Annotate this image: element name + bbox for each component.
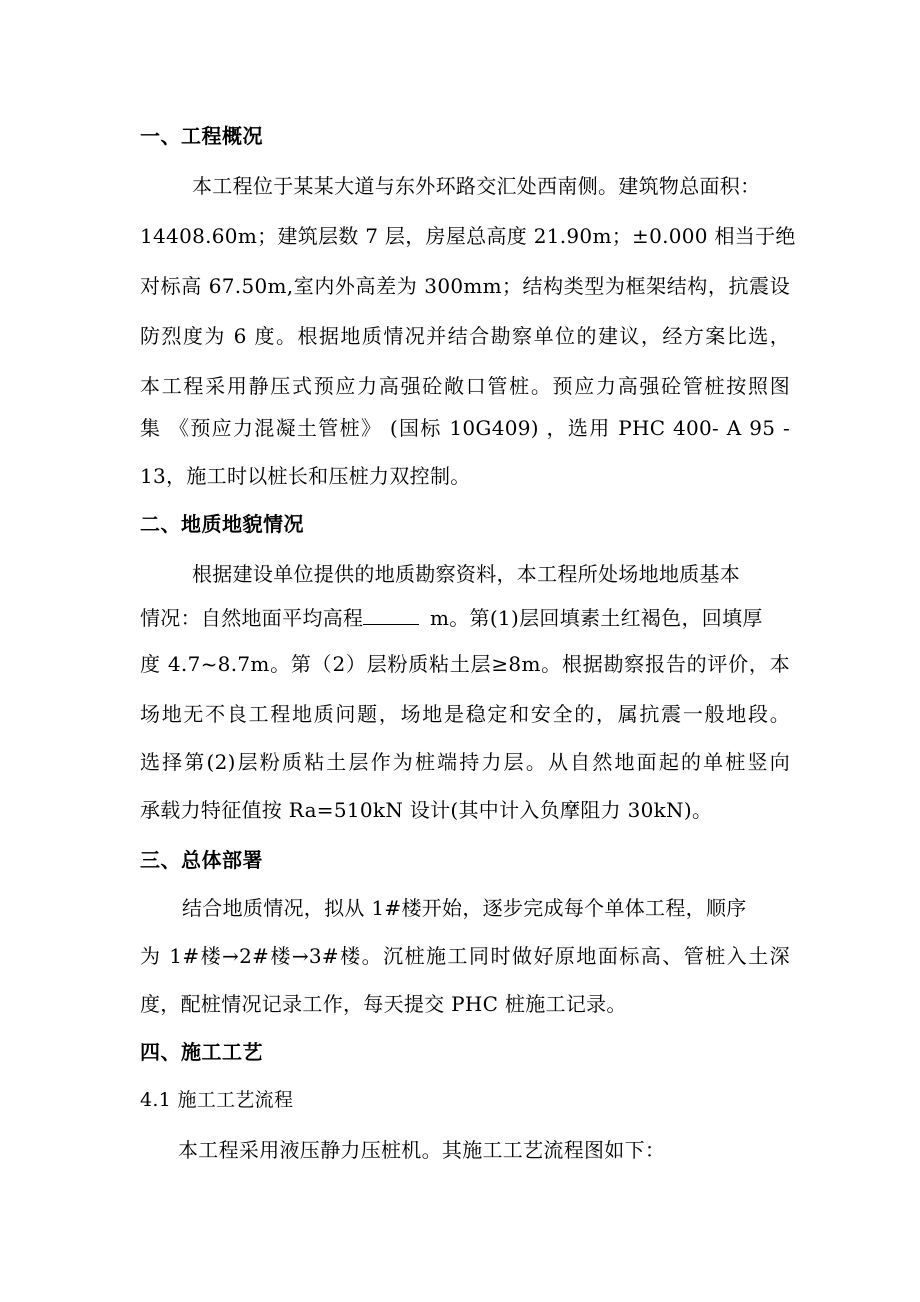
section-2-line-2-before: 情况：自然地面平均高程: [140, 606, 364, 630]
section-4-subheading: 4.1 施工工艺流程: [140, 1089, 294, 1111]
section-1-line-7: 13，施工时以桩长和压桩力双控制。: [140, 464, 471, 488]
section-4-line-1: 本工程采用液压静力压桩机。其施工工艺流程图如下：: [178, 1138, 666, 1162]
section-1-line-3: 对标高 67.50m,室内外高差为 300mm；结构类型为框架结构，抗震设: [140, 274, 790, 298]
section-3-line-1: 结合地质情况，拟从 1#楼开始，逐步完成每个单体工程，顺序: [182, 896, 747, 920]
section-3-heading: 三、总体部署: [140, 848, 263, 872]
section-3-line-3: 度，配桩情况记录工作，每天提交 PHC 桩施工记录。: [140, 992, 627, 1016]
section-1-heading: 一、工程概况: [140, 124, 263, 148]
section-2-heading: 二、地质地貌情况: [140, 512, 304, 536]
section-2-line-3: 度 4.7~8.7m。第（2）层粉质粘土层≥8m。根据勘察报告的评价，本: [140, 652, 790, 676]
section-2-line-6: 承载力特征值按 Ra=510kN 设计(其中计入负摩阻力 30kN)。: [140, 798, 713, 822]
section-3-line-2: 为 1#楼→2#楼→3#楼。沉桩施工同时做好原地面标高、管桩入土深: [140, 944, 790, 968]
section-2-line-1: 根据建设单位提供的地质勘察资料，本工程所处场地地质基本: [192, 562, 741, 586]
elevation-blank: [363, 604, 419, 625]
section-2-line-2-after: m。第(1)层回填素土红褐色，回填厚: [423, 606, 763, 630]
section-2-line-2: [140, 604, 790, 632]
section-4-heading: 四、施工工艺: [140, 1040, 263, 1064]
section-1-line-4: 防烈度为 6 度。根据地质情况并结合勘察单位的建议，经方案比选，: [140, 324, 790, 348]
section-2-line-5: 选择第(2)层粉质粘土层作为桩端持力层。从自然地面起的单桩竖向: [140, 750, 790, 774]
section-2-line-4: 场地无不良工程地质问题，场地是稳定和安全的，属抗震一般地段。: [140, 702, 790, 726]
section-1-line-5: 本工程采用静压式预应力高强砼敞口管桩。预应力高强砼管桩按照图: [140, 374, 790, 398]
section-1-line-6: 集 《预应力混凝土管桩》 (国标 10G409) ，选用 PHC 400- A 95 -: [140, 416, 790, 440]
section-1-line-1: 本工程位于某某大道与东外环路交汇处西南侧。建筑物总面积：: [192, 174, 761, 198]
section-1-line-2: 14408.60m；建筑层数 7 层，房屋总高度 21.90m；±0.000 相当于绝: [140, 224, 796, 248]
